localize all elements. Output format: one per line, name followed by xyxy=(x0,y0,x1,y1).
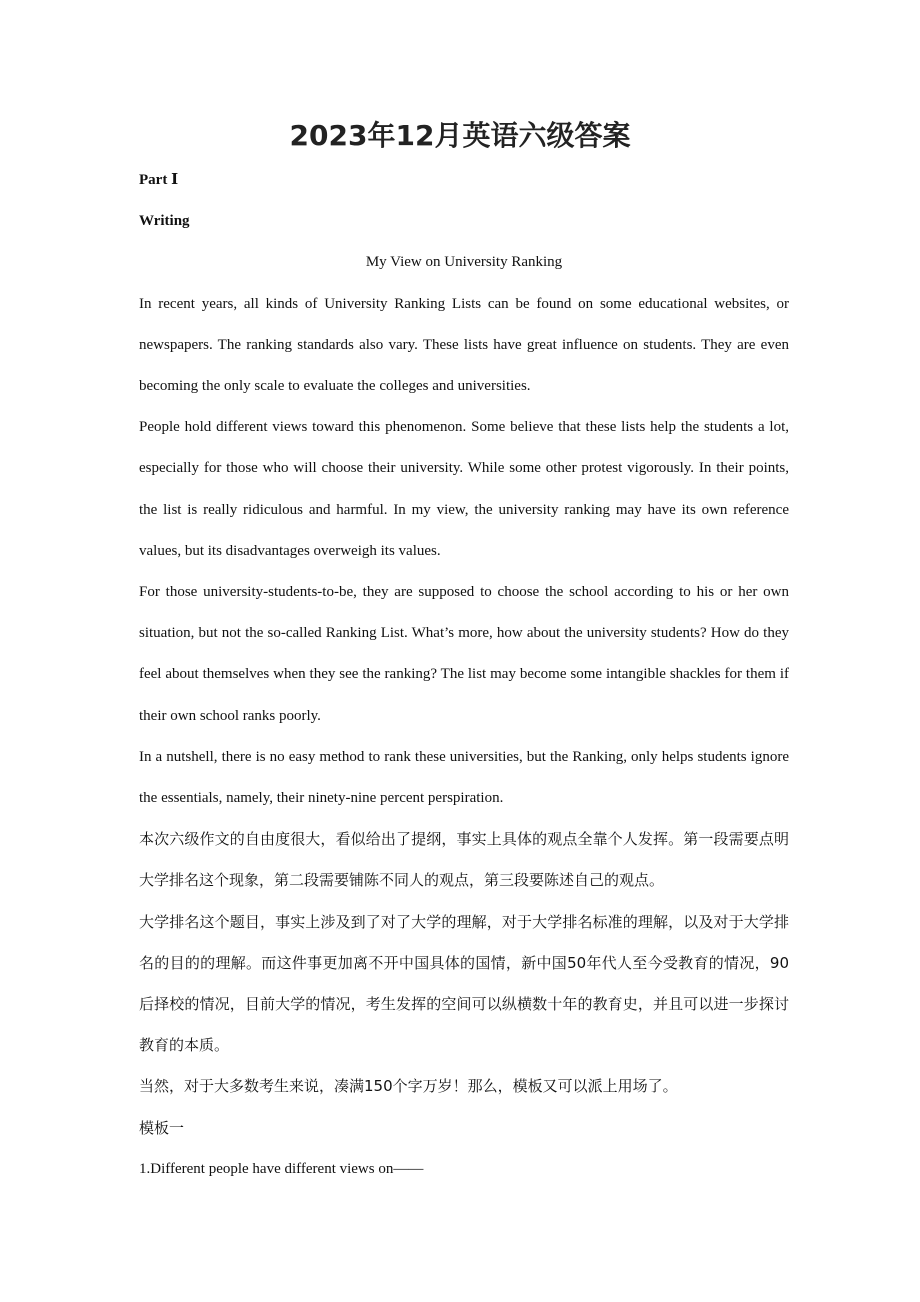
document-body xyxy=(139,160,789,1190)
commentary-paragraph: 大学排名这个题目，事实上涉及到了对了大学的理解，对于大学排名标准的理解，以及对于大学排名的目的的理解。而这件事更加离不开中国具体的国情，新中国50年代人至今受教育的情况，90后择校的情况，目前大学的情况，考生发挥的空间可以纵横数十年的教育史，并且可以进一步探讨教育的本质。 xyxy=(139,912,789,1055)
template-line: 1.Different people have different views on—— xyxy=(139,1160,424,1177)
essay-paragraph: In recent years, all kinds of University Ranking Lists can be found on some educational websites, or newspapers. The ranking standards also vary. These lists have great influence on students. They are even becoming the only scale to evaluate the colleges and universities. xyxy=(139,295,789,395)
essay-paragraph: For those university-students-to-be, they are supposed to choose the school according to his or her own situation, but not the so-called Ranking List. What’s more, how about the university students? How do they feel about themselves when they see the ranking? The list may become some intangible shackles for them if their own school ranks poorly. xyxy=(139,584,789,724)
essay-paragraph: In a nutshell, there is no easy method to rank these universities, but the Ranking, only helps students ignore the essentials, namely, their ninety-nine percent perspiration. xyxy=(139,748,789,807)
document-title: 2023年12月英语六级答案 xyxy=(289,119,631,152)
essay-paragraph: People hold different views toward this phenomenon. Some believe that these lists help the students a lot, especially for those who will choose their university. While some other protest vigorously. In their points, the list is really ridiculous and harmful. In my view, the university ranking may have its own reference values, but its disadvantages overweigh its values. xyxy=(139,419,789,559)
essay-title: My View on University Ranking xyxy=(365,254,563,271)
commentary-paragraph: 本次六级作文的自由度很大，看似给出了提纲，事实上具体的观点全靠个人发挥。第一段需要点明大学排名这个现象，第二段需要铺陈不同人的观点，第三段要陈述自己的观点。 xyxy=(139,830,789,890)
section-label: Writing xyxy=(139,213,190,230)
part-label: Part Ⅰ xyxy=(139,172,179,188)
template-heading: 模板一 xyxy=(139,1118,185,1137)
commentary-paragraph: 当然，对于大多数考生来说，凑满150个字万岁！那么，模板又可以派上用场了。 xyxy=(139,1077,678,1096)
